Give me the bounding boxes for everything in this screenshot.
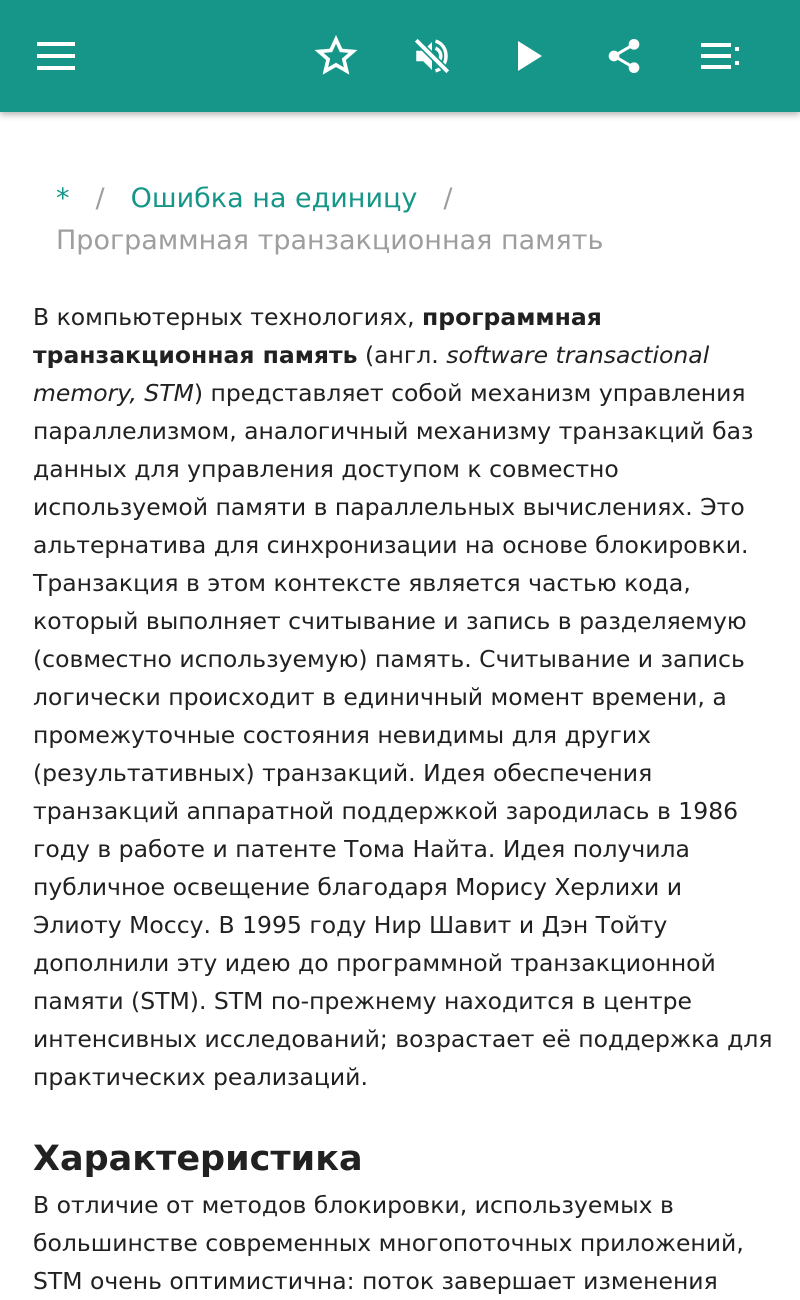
share-icon <box>604 35 644 77</box>
mute-button[interactable] <box>400 24 464 88</box>
bookmark-button[interactable] <box>304 24 368 88</box>
menu-icon <box>37 42 75 70</box>
star-outline-icon <box>315 35 357 77</box>
play-button[interactable] <box>498 24 562 88</box>
menu-button[interactable] <box>24 24 88 88</box>
breadcrumb <box>56 178 756 262</box>
paren-open: (англ. <box>357 341 447 369</box>
breadcrumb-parent-link[interactable]: Ошибка на единицу <box>130 183 418 214</box>
share-button[interactable] <box>592 24 656 88</box>
breadcrumb-root-link[interactable]: * <box>56 183 70 214</box>
volume-off-icon <box>411 35 453 77</box>
english-term: software transactional memory, STM <box>33 341 710 407</box>
app-toolbar <box>0 0 800 112</box>
breadcrumb-current: Программная транзакционная память <box>56 225 604 256</box>
article-content <box>0 112 800 1295</box>
breadcrumb-separator: / <box>95 183 105 214</box>
playlist-icon <box>701 43 739 69</box>
breadcrumb-separator: / <box>443 183 453 214</box>
article-term: программная транзакционная память <box>33 303 602 369</box>
play-icon <box>516 40 544 72</box>
article-intro-paragraph <box>33 298 773 1096</box>
intro-prefix: В компьютерных технологиях, <box>33 303 423 331</box>
table-of-contents-button[interactable] <box>688 24 752 88</box>
section-heading: Характеристика <box>33 1139 363 1179</box>
section-paragraph: В отличие от методов блокировки, используемых в большинстве современных многопоточных приложений, STM очень оптимистична: поток завершает изменения <box>33 1191 744 1295</box>
intro-rest: ) представляет собой механизм управления параллелизмом, аналогичный механизму транзакций баз данных для управления доступом к совместно используемой памяти в параллельных вычислениях. Это альтернатива для синхронизации на основе блокировки. Транзакция в этом контексте является частью кода, который выполняет считывание и запись в разделяемую (совместно используемую) память. Считывание и запись логически происходит в единичный момент времени, а промежуточные состояния невидимы для других (результативных) транзакций. Идея обеспечения транзакций аппаратной поддержкой зародилась в 1986 году в работе и патенте Тома Найта. Идея получила публичное освещение благодаря Морису Херлихи и Элиоту Моссу. В 1995 году Нир Шавит и Дэн Тойту дополнили эту идею до программной транзакционной памяти (STM). STM по-прежнему находится в центре интенсивных исследований; возрастает её поддержка для практических реализаций. <box>33 379 773 1091</box>
